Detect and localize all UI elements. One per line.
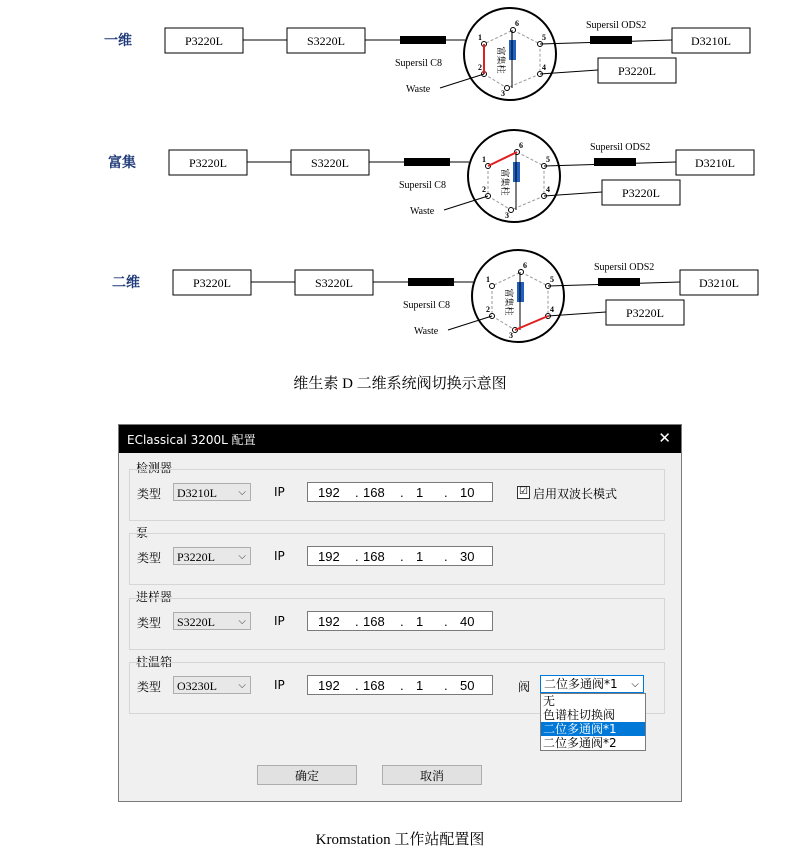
chevron-down-icon: ⌵ bbox=[238, 487, 246, 498]
group-label-pump: 泵 bbox=[136, 526, 149, 540]
port-number: 4 bbox=[546, 185, 550, 194]
port-number: 1 bbox=[482, 155, 486, 164]
port-number: 6 bbox=[515, 19, 519, 28]
detector-label: D3210L bbox=[699, 276, 739, 290]
oven-ip-input[interactable]: 192 . 168 . 1 . 50 bbox=[307, 675, 493, 695]
ods-label: Supersil ODS2 bbox=[590, 142, 651, 153]
diagram-svg bbox=[0, 0, 800, 360]
close-icon[interactable]: ✕ bbox=[658, 429, 671, 447]
pump2-label: P3220L bbox=[621, 186, 661, 200]
port-number: 5 bbox=[550, 275, 554, 284]
enrich-label: 富集柱 bbox=[496, 46, 506, 74]
pump-label: P3220L bbox=[188, 156, 228, 170]
sampler-label: S3220L bbox=[314, 276, 354, 290]
port-number: 4 bbox=[550, 305, 554, 314]
dialog-caption: Kromstation 工作站配置图 bbox=[315, 832, 485, 848]
port-number: 6 bbox=[519, 141, 523, 150]
valve-port bbox=[509, 208, 514, 213]
valve-option[interactable]: 无 bbox=[543, 694, 556, 708]
pump-ip-input[interactable]: 192 . 168 . 1 . 30 bbox=[307, 546, 493, 566]
pump-type-select[interactable]: P3220L ⌵ bbox=[173, 547, 251, 565]
type-label: 类型 bbox=[137, 551, 162, 565]
waste-label: Waste bbox=[414, 326, 439, 337]
valve-option[interactable]: 二位多通阀*2 bbox=[543, 736, 617, 750]
valve-port bbox=[519, 270, 524, 275]
waste-label: Waste bbox=[406, 84, 431, 95]
enrich-label: 富集柱 bbox=[504, 288, 514, 316]
detector-label: D3210L bbox=[691, 34, 731, 48]
detector-label: D3210L bbox=[695, 156, 735, 170]
chevron-down-icon: ⌵ bbox=[631, 679, 639, 690]
mode-label: 二维 bbox=[112, 276, 140, 291]
detector-type-select[interactable]: D3210L ⌵ bbox=[173, 483, 251, 501]
ods-column bbox=[594, 158, 636, 166]
group-label-detector: 检测器 bbox=[136, 461, 173, 475]
port-number: 1 bbox=[486, 275, 490, 284]
ods-label: Supersil ODS2 bbox=[586, 20, 647, 31]
ip-label: IP bbox=[274, 485, 285, 499]
c8-label: Supersil C8 bbox=[403, 300, 450, 311]
port-number: 3 bbox=[505, 211, 509, 220]
valve-port bbox=[511, 28, 516, 33]
valve-switch-diagram bbox=[0, 0, 800, 360]
ods-label: Supersil ODS2 bbox=[594, 262, 655, 273]
pump2-label: P3220L bbox=[617, 64, 657, 78]
port-number: 2 bbox=[478, 63, 482, 72]
chevron-down-icon: ⌵ bbox=[238, 616, 246, 627]
type-label: 类型 bbox=[137, 680, 162, 694]
valve-dropdown-list bbox=[540, 693, 646, 751]
dialog-titlebar bbox=[119, 425, 681, 453]
enrich-label: 富集柱 bbox=[500, 168, 510, 196]
group-label-oven: 柱温箱 bbox=[136, 655, 173, 669]
type-label: 类型 bbox=[137, 616, 162, 630]
c8-column bbox=[404, 158, 450, 166]
pump-label: P3220L bbox=[184, 34, 224, 48]
sampler-label: S3220L bbox=[310, 156, 350, 170]
sampler-ip-input[interactable]: 192 . 168 . 1 . 40 bbox=[307, 611, 493, 631]
mode-label: 一维 bbox=[104, 34, 132, 49]
port-number: 5 bbox=[546, 155, 550, 164]
port-number: 2 bbox=[482, 185, 486, 194]
valve-option-selected[interactable]: 二位多通阀*1 bbox=[541, 722, 645, 736]
sampler-type-select[interactable]: S3220L ⌵ bbox=[173, 612, 251, 630]
port-number: 5 bbox=[542, 33, 546, 42]
cancel-button[interactable]: 取消 bbox=[382, 765, 482, 785]
valve-option[interactable]: 色谱柱切换阀 bbox=[543, 708, 616, 722]
c8-column bbox=[400, 36, 446, 44]
port-number: 3 bbox=[501, 89, 505, 98]
c8-label: Supersil C8 bbox=[399, 180, 446, 191]
dual-wavelength-checkbox[interactable]: ☑ bbox=[517, 486, 530, 499]
ods-column bbox=[590, 36, 632, 44]
c8-column bbox=[408, 278, 454, 286]
dual-wavelength-label: 启用双波长模式 bbox=[533, 487, 618, 501]
sampler-label: S3220L bbox=[306, 34, 346, 48]
chevron-down-icon: ⌵ bbox=[238, 551, 246, 562]
diagram-caption: 维生素 D 二维系统阀切换示意图 bbox=[293, 376, 507, 392]
mode-label: 富集 bbox=[108, 156, 136, 171]
config-dialog bbox=[118, 424, 682, 802]
oven-type-select[interactable]: O3230L ⌵ bbox=[173, 676, 251, 694]
valve-port bbox=[490, 284, 495, 289]
port-number: 3 bbox=[509, 331, 513, 340]
chevron-down-icon: ⌵ bbox=[238, 680, 246, 691]
ods-column bbox=[598, 278, 640, 286]
pump2-label: P3220L bbox=[625, 306, 665, 320]
port-number: 1 bbox=[478, 33, 482, 42]
group-label-sampler: 进样器 bbox=[136, 590, 173, 604]
detector-ip-input[interactable]: 192 . 168 . 1 . 10 bbox=[307, 482, 493, 502]
port-number: 6 bbox=[523, 261, 527, 270]
valve-select[interactable]: 二位多通阀*1 ⌵ bbox=[540, 675, 644, 693]
ip-label: IP bbox=[274, 549, 285, 563]
type-label: 类型 bbox=[137, 487, 162, 501]
c8-label: Supersil C8 bbox=[395, 58, 442, 69]
ok-button[interactable]: 确定 bbox=[257, 765, 357, 785]
ip-label: IP bbox=[274, 678, 285, 692]
port-number: 4 bbox=[542, 63, 546, 72]
waste-label: Waste bbox=[410, 206, 435, 217]
ip-label: IP bbox=[274, 614, 285, 628]
valve-port bbox=[505, 86, 510, 91]
dialog-title: EClassical 3200L 配置 bbox=[127, 433, 256, 447]
valve-label: 阀 bbox=[518, 680, 531, 694]
pump-label: P3220L bbox=[192, 276, 232, 290]
port-number: 2 bbox=[486, 305, 490, 314]
